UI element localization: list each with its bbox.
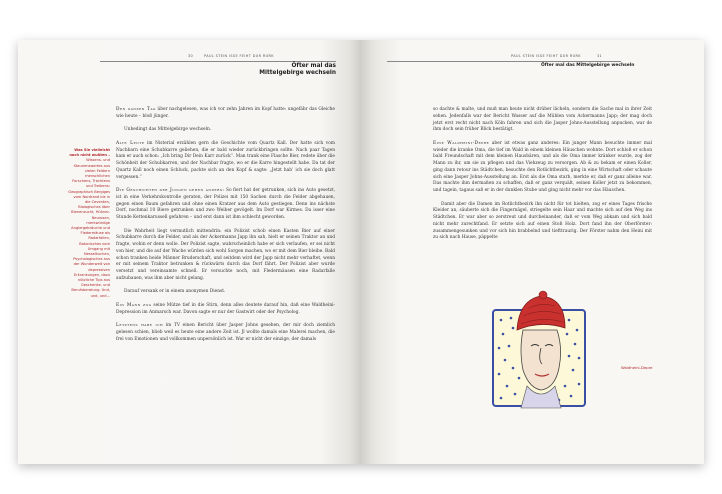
- right-page: [361, 40, 704, 464]
- margin-note: [68, 148, 110, 299]
- paragraph-text: Darauf versank er in einem anonymen Dienst.: [124, 289, 226, 295]
- right-running-head: [387, 51, 621, 62]
- paragraph-lead-in: Ein Mann zog: [116, 302, 152, 308]
- chapter-title: [214, 63, 336, 77]
- paragraph: [116, 127, 335, 134]
- left-page: [18, 40, 361, 464]
- illustration-cap-bobble: [539, 291, 547, 299]
- paragraph-text: seine Mütze tief in die Stirn, denn alles deutete darauf hin, daß eine Waldheini-Depression im Anmarsch war. Davon sagte er nur der Gastwirt oder der Psycholog.: [116, 302, 335, 315]
- right-running-title: PAUL STEIN ISSE FEIHT DUR RURK: [511, 54, 581, 58]
- paragraph-text: so dachte & malte, und muß man heute nicht drüber lächeln, sondern die Sache mal in ihrer Zeit sehen. Jedenfalls war der Bericht Wasser auf die Mühlen vom Ackermanns Japp; der mag doch jetzt erst recht nicht nach Köln fahren und sich die Jasper Johns-Ausstellung anpucken, war de ihm doch sein früher Blick bestätigt.: [433, 107, 652, 133]
- right-page-number: 31: [597, 54, 603, 58]
- paragraph-text: Damit aber die Damen im Rotlichtbezirk ihn nicht für tot hielten, zog er eines Tages frische Kleider an, säuberte sich die Fingernägel, striegelte sein Haar und machte sich auf den Weg ins Städtchen. Er war aber so zerstreut und durcheinander, daß er vom Weg abkam und sich bald nicht mehr zurechtfand. Er setzte sich auf einen Stoß Holz. Dort fand ihn der Oberförster: zusammengesunken und vor sich hin brabbelnd und tiefttraurig. Der Förster nahm den Heini mit zu sich nach Hause, päppelte: [433, 201, 652, 241]
- margin-note-lead: Was Sie vielleicht noch nicht wußten –: [69, 148, 110, 158]
- right-text-column: [433, 107, 652, 249]
- paragraph: [433, 107, 652, 134]
- left-page-number: 30: [188, 54, 194, 58]
- paragraph: [116, 107, 335, 121]
- paragraph: [116, 141, 335, 182]
- paragraph: [433, 141, 652, 195]
- paragraph-lead-in: Die Geschichten der Jungen gehen anders:: [116, 188, 225, 193]
- paragraph-text: Die Wahrheit liegt vermutlich mittendrin: ein Polizist schob einen Kasten Bier auf einer Schubkarre durch die Felder, und als der Ackermanns Japp ihn sah, hielt er seinen Traktor an und fragte, wohin er denn wolle. Der Polizist sagte, wahrscheinlich habe er sich verlaufen, er sei nicht von hier, und die auf der Wache würden sich wohl Sorgen machen, wo er mit dem Bier bleibe. Bald schon tranken beide Männer Bruderschaft, und seitdem wird der Japp nicht mehr verhaftet, wenn er mit seinem Traktor betrunken & rückwärts durch das Dorf fährt. Der Polizist aber wurde versetzt und vereinsamte schnell. Er versuchte noch, mit Fledermäusen eine Radarfalle aufzubauen, was ihm aber nicht gelang.: [116, 228, 335, 281]
- paragraph: [116, 323, 335, 343]
- paragraph-text: über nachgelesen, was ich vor zehn Jahren im Kopf hatte: ungefähr das Gleiche wie heute – bloß jünger.: [116, 107, 336, 119]
- paragraph: [116, 188, 335, 222]
- paragraph-text: Unbedingt das Mittelgebirge wechseln.: [124, 127, 212, 133]
- paragraph-text: im Nisterial erzählen gern die Geschichte vom Quartz Kall. Der hatte sich vom Nachbarn eine Schubkarre geliehen, die er bald wieder zurückbringen sollte. Nach paar Tagen kam er auch schon: „Ich bring Dir Dein Karr zurück“. Man trank eine Flasche Bier, redete über die Schönheit der Schubkarren, und der Nachbar fragte, wo er die Karre hingestellt habe. Da tat der Quartz Kall noch einen Schluck, packte sich an den Kopf & sagte: „Jetzt hab’ ich sie doch glatt vergessen.“: [116, 140, 335, 180]
- margin-note-body: Wissens- und Staunenswertes aus vielen Feldern menschlichen Forschens, Trachtens und Treibens: Geographisch Bergiges vom Nordrand bis in die Ceventen, Biologisches über Bienenzucht, Hühner-Neurosen, merkwürdige Anglergebräuche und Fledermäuse als Radarfallen, Botanisches vom Umgang mit Nesselkuchen, Psychologisches aus der Wunderwelt von depressiven Erkrankungen, dazu nützliche Tips aus Geschenke- und Berufsberatung. Und, und, und...: [68, 158, 110, 298]
- illustration-caption: Waldheini-Depre: [621, 365, 653, 370]
- paragraph: [116, 229, 335, 283]
- paragraph-text: So fiert hat der getrunken, sich ins Auto gesetzt, ist in eine Verkehrskontrolle geraten, der Polizei mit 150 Sachen durch die Felder abgehauen, gegen einen Baum gefahren und ohne einen Kratzer aus dem Auto gestiegen. Denn ins nächste Dorf, nochmal 10 Biere getrunken und zwo Weiber gevögelt. Im Dorf war Kirmes. Da isser eine Stunde Kettenkarussell gefahren – und erst dann ist ihm schlecht geworden.: [116, 188, 336, 220]
- paragraph: [116, 289, 335, 296]
- left-text-column: [116, 107, 335, 350]
- paragraph-lead-in: Eine Waldheini-Depre: [433, 140, 490, 146]
- paragraph-lead-in: Alte Leute: [116, 140, 145, 146]
- chapter-title-line-1: Öfter mal das: [291, 63, 336, 69]
- paragraph: [116, 303, 335, 317]
- paragraph-text: im TV einen Bericht über Jasper Johns gesehen, der mir doch ziemlich gelesen schien, blieb weil es heute eine andere Zeit ist. Jl wollte damals eine Malerei machen, die frei von Emotionen und vollkommen unpersönlich ist. War er nicht der einzige, der damals: [116, 323, 335, 342]
- right-chapter-title: Öfter mal das Mittelgebirge wechseln: [541, 63, 635, 68]
- paragraph-text: aber ist etwas ganz anderes: Ein junger Mann besuchte immer mal wieder die kranke Oma, die tief im Wald in einem kleinen Häuschen wohnte. Dort schloß er schon bald Freundschaft mit dem kleinen Hausbären, und als die Oma immer kränker wurde, zog der Mann zu ihr, um sie zu pflegen und das Viehzeug zu versorgen. Ab & zu bekam er einen Koller, ging dann retour ins Städtchen, besuchte den Rotlichtbezirk, ging in eine Wirtschaft oder schaute sich eine Jasper Johns-Ausstellung an. Erst als die Oma starb, merkte er, daß er ganz alleine war. Das machte ihm dermaßen zu schaffen, daß er ganz verquält, seinen Koller jetzt zu bekommen, und tagein, tagaus saß er in der dunklen Stube und ging nicht mehr vor das Häuschen.: [433, 140, 652, 193]
- portrait-with-red-cap-illustration: [489, 290, 591, 412]
- book-spread: [18, 40, 704, 464]
- left-running-title: PAUL STEIN ISSE FEIHT DUR RURK: [204, 54, 274, 58]
- chapter-title-line-2: Mittelgebirge wechseln: [259, 70, 336, 76]
- paragraph: [433, 202, 652, 243]
- paragraph-lead-in: Den ganzen Tag: [116, 107, 156, 112]
- left-running-head: [100, 51, 336, 62]
- paragraph-lead-in: Letztens habe ich: [116, 323, 164, 328]
